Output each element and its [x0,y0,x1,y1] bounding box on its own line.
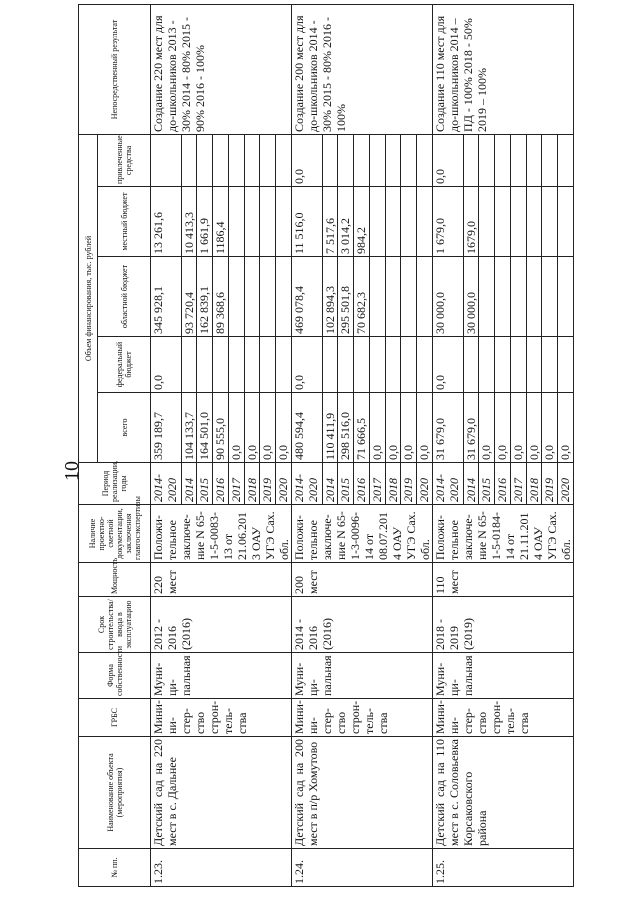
federal-cell: 0,0 [151,337,182,393]
federal-cell [463,337,479,393]
total-cell: 0,0 [228,393,244,463]
total-cell: 0,0 [510,393,526,463]
grbs-cell: Мини-ни-стер-ство строн-тель-ства [292,699,433,737]
local-cell [401,187,417,257]
year-cell: 2020 [276,463,292,505]
ownership-cell: Муни-ци-пальная [151,653,292,699]
total-cell: 0,0 [276,393,292,463]
other-cell [495,134,511,186]
year-cell: 2014 [181,463,197,505]
header-finance: Объем финансирования, тыс. рублей [79,134,98,462]
object-name: Детский сад на 220 мест в с. Дальнее [151,737,292,849]
other-cell [354,134,370,186]
object-name: Детский сад на 200 мест в п/р Хомутово [292,737,433,849]
federal-cell [495,337,511,393]
local-cell [542,187,558,257]
row-number: 1.25. [433,849,574,887]
local-cell [244,187,260,257]
federal-cell [354,337,370,393]
federal-cell [479,337,495,393]
header-row [79,4,98,886]
expertise-cell: Положи-тельное заключе-ние N 65-1-3-0096-14 от 08.07.201 4 ОАУ УГЭ Сах. обл. [292,505,433,563]
year-cell: 2014-2020 [151,463,182,505]
other-cell [510,134,526,186]
regional-cell [542,257,558,337]
year-cell: 2020 [417,463,433,505]
federal-cell [181,337,197,393]
regional-cell [385,257,401,337]
local-cell: 1 661,9 [197,187,213,257]
total-cell: 0,0 [260,393,276,463]
year-cell: 2018 [244,463,260,505]
year-cell: 2014-2020 [433,463,464,505]
row-number: 1.24. [292,849,433,887]
regional-cell: 89 368,6 [213,257,229,337]
regional-cell: 345 928,1 [151,257,182,337]
expertise-cell: Положи-тельное заключе-ние N 65-1-5-0184-14 от 21.11.201 4 ОАУ УГЭ Сах. обл. [433,505,574,563]
result-cell: Создание 200 мест для до-школьников 2014 - 30% 2015 - 80% 2016 - 100% [292,4,433,134]
regional-cell: 93 720,4 [181,257,197,337]
regional-cell: 469 078,4 [292,257,323,337]
federal-cell [401,337,417,393]
other-cell [181,134,197,186]
other-cell [213,134,229,186]
row-number: 1.23. [151,849,292,887]
result-cell: Создание 110 мест для до-школьников 2014 – ПД - 100% 2018 - 50% 2019 – 100% [433,4,574,134]
regional-cell: 102 894,3 [322,257,338,337]
other-cell [322,134,338,186]
local-cell [417,187,433,257]
regional-cell: 70 682,3 [354,257,370,337]
year-cell: 2017 [369,463,385,505]
local-cell [526,187,542,257]
local-cell: 1679,0 [463,187,479,257]
capacity-cell: 220 мест [151,563,292,597]
table-body [151,4,574,886]
local-cell [558,187,574,257]
total-cell: 480 594,4 [292,393,323,463]
header-capacity: Мощность [79,563,151,597]
result-cell: Создание 220 мест для до-школьников 2013 - 30% 2014 - 80% 2015 - 90% 2016 - 100% [151,4,292,134]
local-cell [479,187,495,257]
regional-cell [276,257,292,337]
other-cell [369,134,385,186]
total-cell: 71 666,5 [354,393,370,463]
year-cell: 2019 [401,463,417,505]
total-cell: 31 679,0 [463,393,479,463]
other-cell [463,134,479,186]
capacity-cell: 200 мест [292,563,433,597]
regional-cell [558,257,574,337]
regional-cell [495,257,511,337]
term-cell: 2012 - 2016 (2016) [151,597,292,653]
regional-cell [260,257,276,337]
federal-cell [244,337,260,393]
year-cell: 2020 [558,463,574,505]
year-cell: 2016 [495,463,511,505]
regional-cell: 295 501,8 [338,257,354,337]
other-cell [401,134,417,186]
local-cell: 10 413,3 [181,187,197,257]
grbs-cell: Мини-ни-стер-ство строн-тель-ства [151,699,292,737]
other-cell [417,134,433,186]
header-num: № пп. [79,849,151,887]
local-cell [510,187,526,257]
local-cell: 1186,4 [213,187,229,257]
regional-cell: 30 000,0 [433,257,464,337]
other-cell [197,134,213,186]
federal-cell [558,337,574,393]
header-period: Период реализации, годы [79,463,151,505]
year-cell: 2019 [260,463,276,505]
local-cell [228,187,244,257]
other-cell [151,134,182,186]
other-cell [558,134,574,186]
regional-cell: 30 000,0 [463,257,479,337]
year-cell: 2019 [542,463,558,505]
header-ownership: Форма собственности [79,653,151,699]
total-cell: 0,0 [558,393,574,463]
total-cell: 90 555,0 [213,393,229,463]
federal-cell [369,337,385,393]
total-cell: 110 411,9 [322,393,338,463]
header-expertise: Наличие проектно-сметной документации, заключения главгосэкспертизы [79,505,151,563]
federal-cell: 0,0 [292,337,323,393]
other-cell [338,134,354,186]
header-term: Срок строительства/ввода в эксплуатацию [79,597,151,653]
local-cell [276,187,292,257]
local-cell [385,187,401,257]
table-row [433,4,464,886]
year-cell: 2015 [338,463,354,505]
object-name: Детский сад на 110 мест в с. Соловьевка Корсаковского района [433,737,574,849]
regional-cell [479,257,495,337]
federal-cell [510,337,526,393]
federal-cell [385,337,401,393]
federal-cell [213,337,229,393]
header-name: Наименование объекта (мероприятия) [79,737,151,849]
total-cell: 0,0 [526,393,542,463]
year-cell: 2014 [322,463,338,505]
total-cell: 0,0 [495,393,511,463]
header-local: местный бюджет [98,187,151,257]
header-regional: областной бюджет [98,257,151,337]
header-other: привлеченные средства [98,134,151,186]
federal-cell [276,337,292,393]
other-cell [260,134,276,186]
header-grbs: ГРБС [79,699,151,737]
federal-cell [260,337,276,393]
page-number: 10 [61,461,83,481]
ownership-cell: Муни-ци-пальная [433,653,574,699]
federal-cell [322,337,338,393]
year-cell: 2015 [479,463,495,505]
federal-cell [228,337,244,393]
local-cell: 11 516,0 [292,187,323,257]
year-cell: 2014 [463,463,479,505]
total-cell: 0,0 [479,393,495,463]
year-cell: 2014-2020 [292,463,323,505]
local-cell [495,187,511,257]
header-federal: федеральный бюджет [98,337,151,393]
local-cell [369,187,385,257]
capacity-cell: 110 мест [433,563,574,597]
other-cell: 0,0 [433,134,464,186]
year-cell: 2017 [510,463,526,505]
total-cell: 0,0 [401,393,417,463]
federal-cell: 0,0 [433,337,464,393]
federal-cell [526,337,542,393]
regional-cell [526,257,542,337]
header-total: всего [98,393,151,463]
regional-cell [228,257,244,337]
other-cell: 0,0 [292,134,323,186]
total-cell: 0,0 [542,393,558,463]
year-cell: 2018 [526,463,542,505]
year-cell: 2018 [385,463,401,505]
regional-cell [401,257,417,337]
total-cell: 0,0 [385,393,401,463]
construction-program-table [78,4,574,887]
local-cell: 13 261,6 [151,187,182,257]
year-cell: 2016 [213,463,229,505]
table-row [292,4,323,886]
total-cell: 359 189,7 [151,393,182,463]
other-cell [526,134,542,186]
local-cell [260,187,276,257]
regional-cell [510,257,526,337]
year-cell: 2016 [354,463,370,505]
total-cell: 164 501,0 [197,393,213,463]
other-cell [244,134,260,186]
local-cell: 7 517,6 [322,187,338,257]
federal-cell [338,337,354,393]
expertise-cell: Положи-тельное заключе-ние N 65-1-5-0083-13 от 21.06.201 3 ОАУ УГЭ Сах. обл. [151,505,292,563]
other-cell [228,134,244,186]
total-cell: 0,0 [417,393,433,463]
table-row [151,4,182,886]
local-cell: 1 679,0 [433,187,464,257]
regional-cell: 162 839,1 [197,257,213,337]
local-cell: 3 014,2 [338,187,354,257]
total-cell: 104 133,7 [181,393,197,463]
regional-cell [369,257,385,337]
grbs-cell: Мини-ни-стер-ство строн-тель-ства [433,699,574,737]
local-cell: 984,2 [354,187,370,257]
other-cell [479,134,495,186]
other-cell [385,134,401,186]
year-cell: 2017 [228,463,244,505]
ownership-cell: Муни-ци-пальная [292,653,433,699]
regional-cell [244,257,260,337]
term-cell: 2018 - 2019 (2019) [433,597,574,653]
header-result: Непосредственный результат [79,4,151,134]
total-cell: 0,0 [369,393,385,463]
other-cell [276,134,292,186]
total-cell: 31 679,0 [433,393,464,463]
federal-cell [417,337,433,393]
federal-cell [197,337,213,393]
year-cell: 2015 [197,463,213,505]
total-cell: 0,0 [244,393,260,463]
term-cell: 2014 - 2016 (2016) [292,597,433,653]
federal-cell [542,337,558,393]
other-cell [542,134,558,186]
total-cell: 298 516,0 [338,393,354,463]
regional-cell [417,257,433,337]
